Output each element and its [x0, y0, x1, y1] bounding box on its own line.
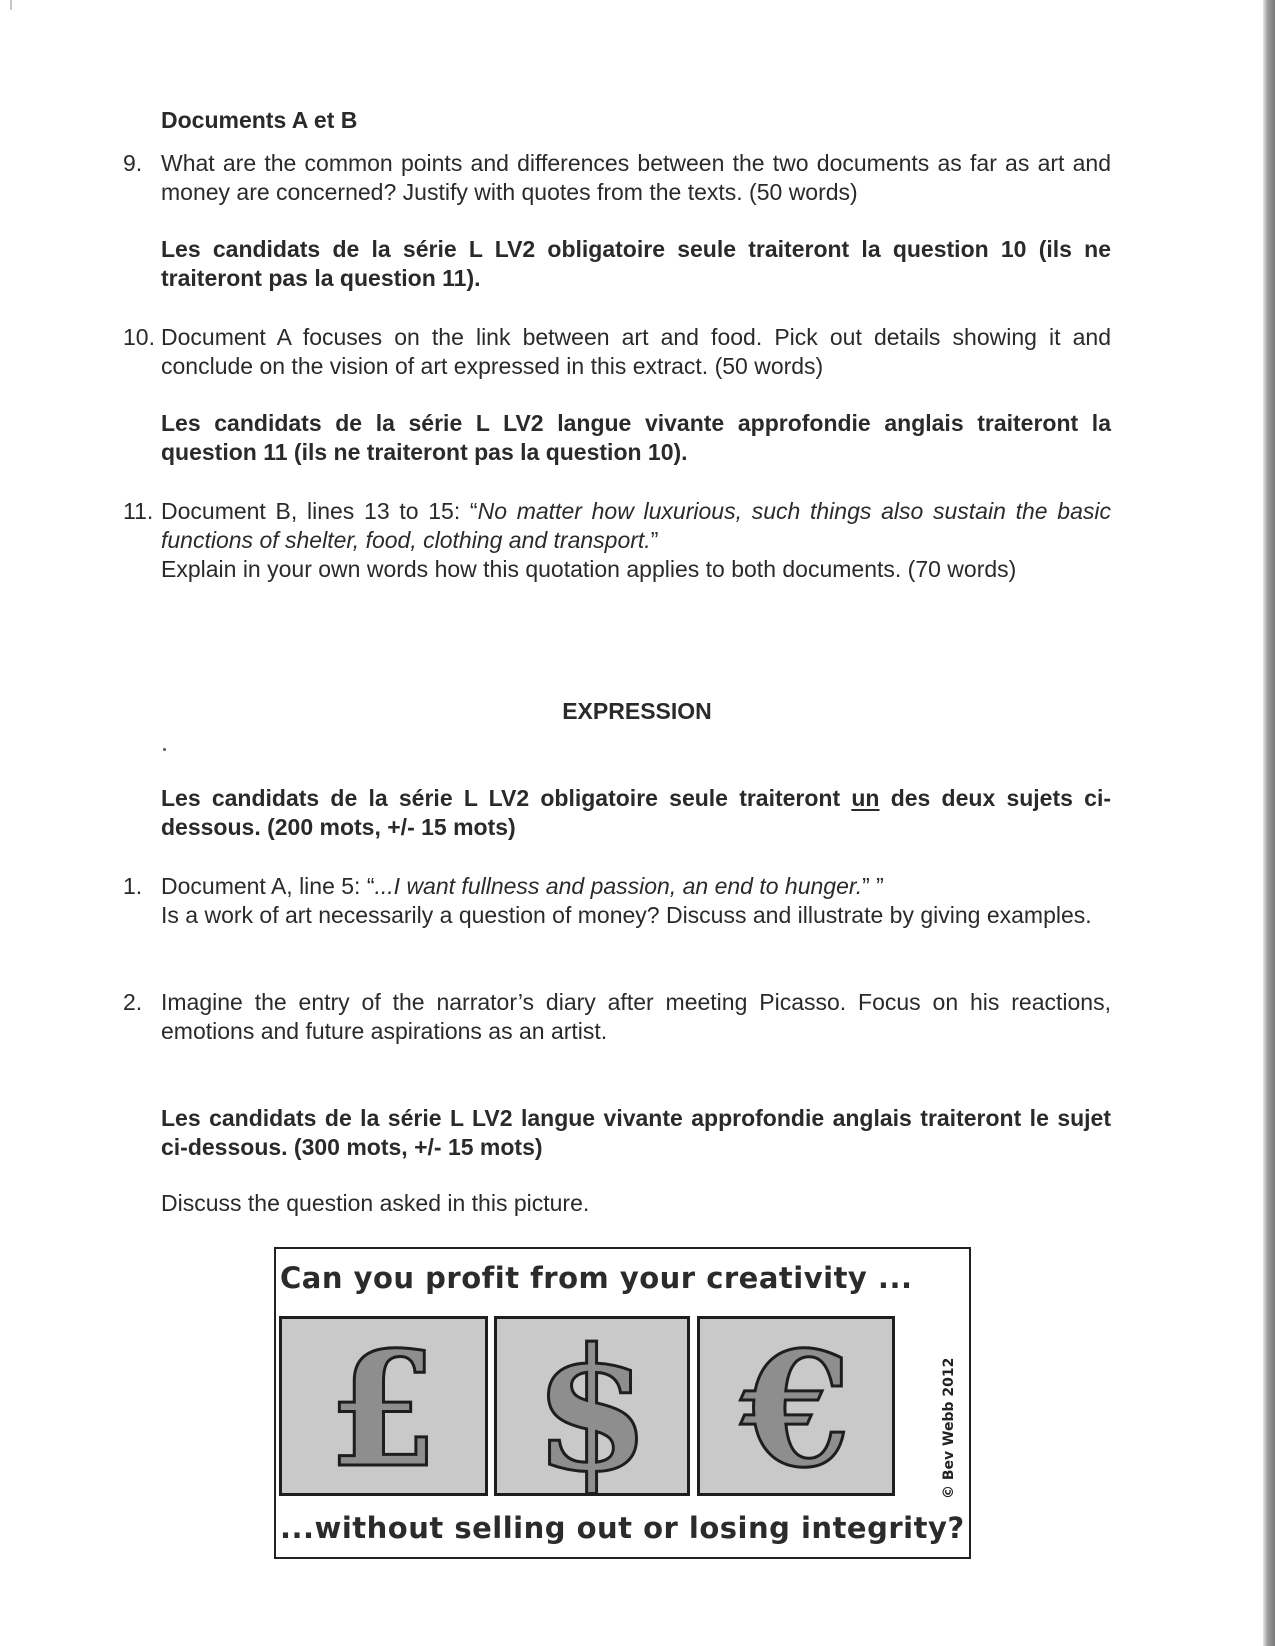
discuss-text: Discuss the question asked in this picture. [161, 1190, 590, 1216]
instruction-lva-expression: Les candidats de la série L LV2 langue vivante approfondie anglais traiteront le sujet ci-dessous. (300 mots, +/- 15 mots) [161, 1105, 1111, 1160]
q10-number: 10. [123, 324, 155, 350]
cartoon-bottom-text: ...without selling out or losing integrity? [280, 1511, 965, 1545]
pound-panel [279, 1316, 488, 1496]
q11-line2: Explain in your own words how this quotation applies to both documents. (70 words) [161, 556, 1017, 582]
dollar-icon [497, 1319, 687, 1493]
instruction-lv2-underlined: un [851, 785, 880, 811]
instruction-lv2-expression [161, 784, 1111, 842]
credit-text: © Bev Webb 2012 [941, 1357, 957, 1499]
cartoon [274, 1247, 971, 1559]
subject2-number: 2. [123, 989, 143, 1015]
stray-dot [163, 748, 166, 751]
q11-intro: Document B, lines 13 to 15: “ [161, 498, 478, 524]
q9-number: 9. [123, 150, 143, 176]
subject1-line2: Is a work of art necessarily a question of money? Discuss and illustrate by giving examples. [161, 902, 1092, 928]
subject2-text: Imagine the entry of the narrator’s diary after meeting Picasso. Focus on his reactions, emotions and future aspirations as an artist. [161, 989, 1111, 1044]
docs-heading: Documents A et B [161, 107, 358, 133]
subject1-intro: Document A, line 5: “ [161, 873, 375, 899]
subject1-number: 1. [123, 873, 143, 899]
subject1-quote: ...I want fullness and passion, an end to hunger. [374, 873, 863, 899]
q10-text: Document A focuses on the link between art and food. Pick out details showing it and conclude on the vision of art expressed in this extract. (50 words) [161, 324, 1111, 379]
q11-quote: No matter how luxurious, such things also sustain the basic functions of shelter, food, clothing and transport. [161, 498, 1111, 553]
euro-symbol: € [741, 1319, 851, 1493]
q9-text: What are the common points and differences between the two documents as far as art and money are concerned? Justify with quotes from the texts. (50 words) [161, 150, 1111, 205]
scan-mark [10, 0, 12, 10]
dollar-panel [494, 1316, 690, 1496]
instruction-q11: Les candidats de la série L LV2 langue vivante approfondie anglais traiteront la question 11 (ils ne traiteront pas la question 10). [161, 410, 1111, 465]
instruction-lv2-after: des deux sujets ci-dessous. (200 mots, +/- 15 mots) [161, 785, 1111, 840]
pound-icon [282, 1319, 485, 1493]
pound-symbol: £ [328, 1319, 438, 1493]
page-edge-shadow [1263, 0, 1275, 1646]
instruction-q10: Les candidats de la série L LV2 obligatoire seule traiteront la question 10 (ils ne traiteront pas la question 11). [161, 236, 1111, 291]
subject1-close: ” ” [862, 873, 884, 899]
q11-number: 11. [123, 498, 154, 524]
dollar-symbol: $ [533, 1319, 651, 1493]
expression-heading: EXPRESSION [562, 698, 712, 724]
cartoon-top-text: Can you profit from your creativity ... [280, 1261, 913, 1295]
euro-icon [700, 1319, 892, 1493]
subject1-line1 [161, 872, 1111, 901]
q11-text [161, 497, 1111, 555]
euro-panel [697, 1316, 895, 1496]
q11-close: ” [650, 527, 659, 553]
cartoon-credit [936, 1329, 960, 1499]
instruction-lv2-before: Les candidats de la série L LV2 obligatoire seule traiteront [161, 785, 852, 811]
